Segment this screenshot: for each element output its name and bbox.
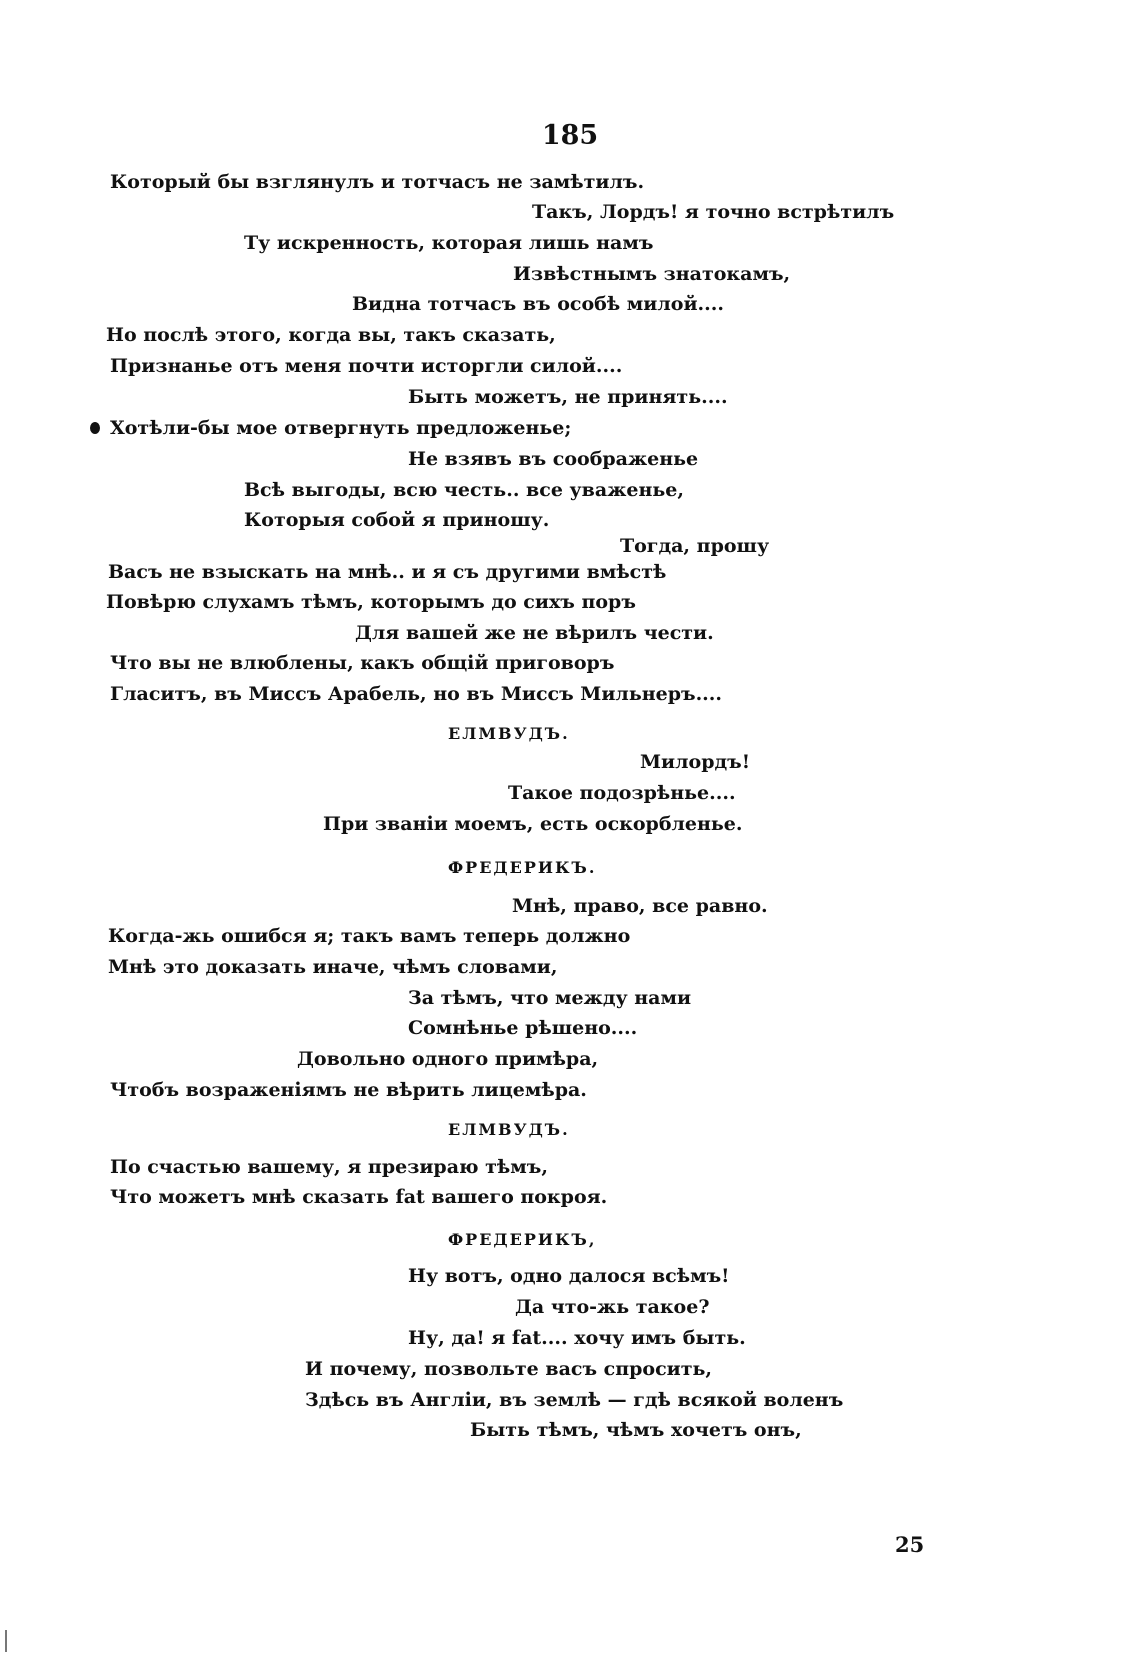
verse-line: Ну вотъ, одно далося всѣмъ! (408, 1265, 730, 1287)
verse-line: Ну, да! я fat.... хочу имъ быть. (408, 1327, 746, 1349)
verse-line: Что можетъ мнѣ сказать fat вашего покроя. (110, 1186, 608, 1208)
verse-line: При званіи моемъ, есть оскорбленье. (323, 813, 743, 835)
verse-line: Извѣстнымъ знатокамъ, (513, 263, 791, 285)
verse-line: Гласитъ, въ Миссъ Арабель, но въ Миссъ Мильнеръ.... (110, 683, 723, 705)
verse-line: Васъ не взыскать на мнѣ.. и я съ другими вмѣстѣ (108, 561, 667, 583)
verse-line: По счастью вашему, я презираю тѣмъ, (110, 1156, 548, 1178)
verse-line: Сомнѣнье рѣшено.... (408, 1017, 638, 1039)
verse-line: Признанье отъ меня почти исторгли силой.... (110, 355, 623, 377)
verse-line: Довольно одного примѣра, (297, 1048, 599, 1070)
verse-line: Да что-жь такое? (515, 1296, 710, 1318)
verse-line: Милордъ! (640, 751, 751, 773)
speaker-name: ЕЛМВУДЪ. (448, 724, 570, 743)
verse-line: Ту искренность, которая лишь намъ (244, 232, 654, 254)
verse-line: И почему, позвольте васъ спросить, (305, 1358, 713, 1380)
ink-blot (90, 422, 100, 434)
verse-line: Хотѣли-бы мое отвергнуть предложенье; (110, 417, 572, 439)
verse-line: Тогда, прошу (620, 535, 770, 557)
verse-line: Которыя собой я приношу. (244, 509, 550, 531)
verse-line: Всѣ выгоды, всю честь.. все уваженье, (244, 479, 684, 501)
speaker-name: ФРЕДЕРИКЪ. (448, 858, 597, 877)
verse-line: Быть тѣмъ, чѣмъ хочетъ онъ, (470, 1419, 802, 1441)
verse-line: Не взявъ въ соображенье (408, 448, 699, 470)
verse-line: Здѣсь въ Англіи, въ землѣ — гдѣ всякой воленъ (305, 1389, 844, 1411)
verse-line: Который бы взглянулъ и тотчасъ не замѣтилъ. (110, 171, 645, 193)
speaker-name: ФРЕДЕРИКЪ, (448, 1230, 597, 1249)
verse-line: Но послѣ этого, когда вы, такъ сказать, (106, 324, 556, 346)
verse-line: Когда-жь ошибся я; такъ вамъ теперь должно (108, 925, 631, 947)
verse-line: Мнѣ это доказать иначе, чѣмъ словами, (108, 956, 558, 978)
speaker-name: ЕЛМВУДЪ. (448, 1120, 570, 1139)
verse-line: Мнѣ, право, все равно. (512, 895, 768, 917)
verse-line: Такое подозрѣнье.... (508, 782, 736, 804)
page-number: 185 (541, 120, 599, 151)
verse-line: За тѣмъ, что между нами (408, 987, 692, 1009)
signature-mark: 25 (895, 1532, 925, 1557)
verse-line: Повѣрю слухамъ тѣмъ, которымъ до сихъ поръ (106, 591, 636, 613)
verse-line: Что вы не влюблены, какъ общій приговоръ (110, 652, 615, 674)
verse-line: Быть можетъ, не принять.... (408, 386, 728, 408)
verse-line: Такъ, Лордъ! я точно встрѣтилъ (532, 201, 895, 223)
verse-line: Видна тотчасъ въ особѣ милой.... (352, 293, 725, 315)
scan-edge-mark (5, 1630, 7, 1652)
verse-line: Для вашей же не вѣрилъ чести. (355, 622, 714, 644)
verse-line: Чтобъ возраженіямъ не вѣрить лицемѣра. (110, 1079, 587, 1101)
